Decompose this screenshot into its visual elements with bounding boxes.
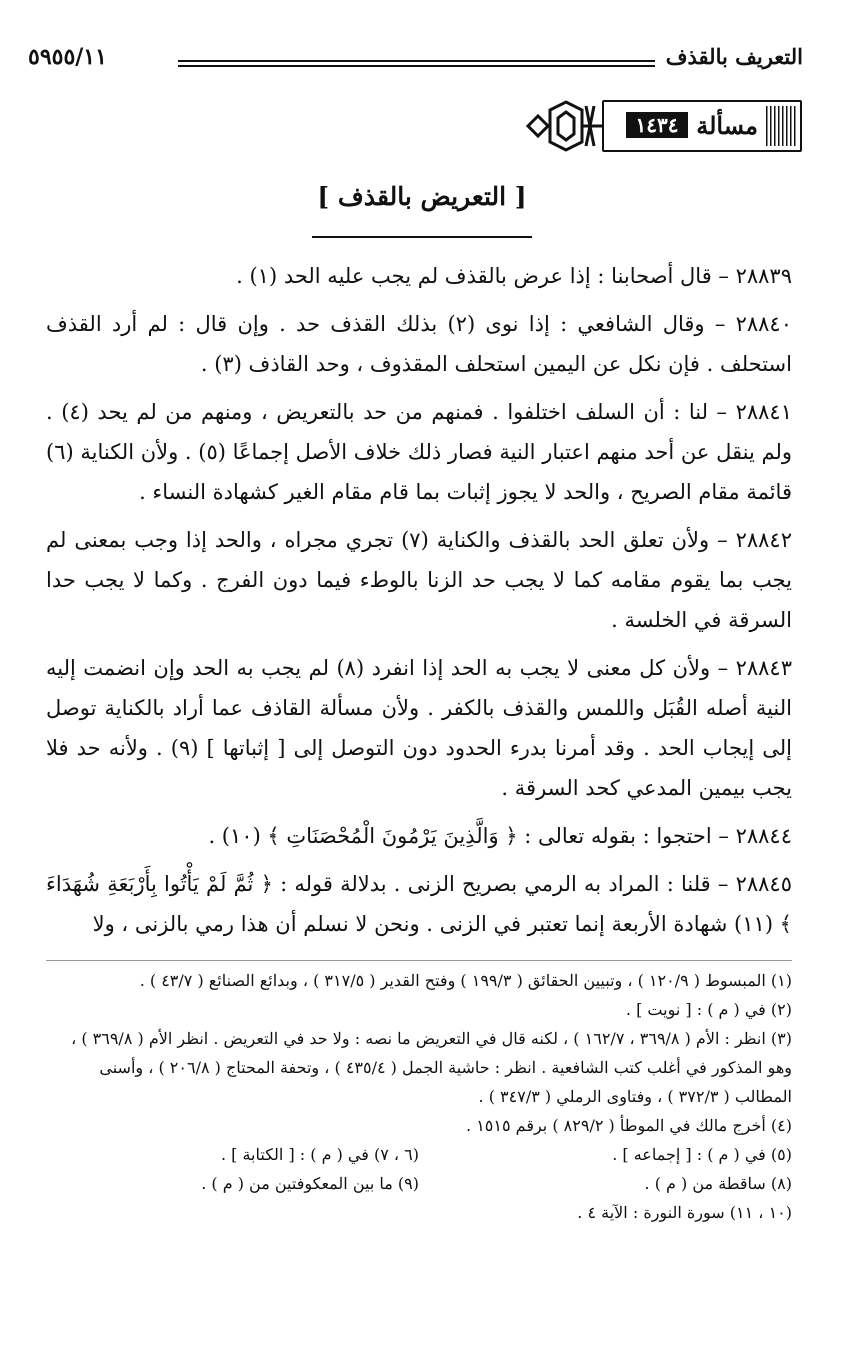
footnote: (٤) أخرج مالك في الموطأ ( ٨٢٩/٢ ) برقم ١٥١٥ . — [466, 1116, 792, 1135]
running-title: التعريف بالقذف — [665, 44, 803, 69]
striped-bars — [766, 106, 796, 146]
geometric-ornament-icon — [520, 96, 612, 156]
section-title: [ التعريض بالقذف ] — [317, 182, 527, 211]
section-title-rule — [312, 236, 532, 238]
masala-label: مسألة — [696, 111, 758, 140]
running-header — [28, 40, 803, 80]
paragraph: ٢٨٨٤١ – لنا : أن السلف اختلفوا . فمنهم من حد بالتعريض ، ومنهم من لم يحد (٤) . ولم ينقل عن أحد منهم اعتبار النية فصار ذلك خلاف الأصل إجماعًا (٥) . ولأن الكناية (٦) قائمة مقام الصريح ، والحد لا يجوز إثبات بما قام مقام الغير كشهادة النساء . — [46, 400, 792, 504]
footnote: (٦ ، ٧) في ( م ) : [ الكتابة ] . — [220, 1145, 419, 1164]
page-reference: ٥٩٥٥/١١ — [28, 44, 107, 70]
footnote-row — [46, 1169, 792, 1198]
header-double-rule — [178, 60, 655, 62]
masala-number: ١٤٣٤ — [626, 112, 688, 138]
footnote: (١٠ ، ١١) سورة النورة : الآية ٤ . — [577, 1203, 792, 1222]
footnote: (١) المبسوط ( ١٢٠/٩ ) ، وتبيين الحقائق ( ١٩٩/٣ ) وفتح القدير ( ٣١٧/٥ ) ، وبدائع الصنائع ( ٤٣/٧ ) . — [139, 971, 792, 990]
paragraph: ٢٨٨٤٥ – قلنا : المراد به الرمي بصريح الزنى . بدلالة قوله : ﴿ ثُمَّ لَمْ يَأْتُوا بِأَرْبَعَةِ شُهَدَاءَ ﴾ (١١) شهادة الأربعة إنما تعتبر في الزنى . ونحن لا نسلم أن هذا رمي بالزنى ، ولا — [46, 872, 792, 936]
paragraph: ٢٨٨٤٤ – احتجوا : بقوله تعالى : ﴿ وَالَّذِينَ يَرْمُونَ الْمُحْصَنَاتِ ﴾ (١٠) . — [208, 824, 792, 848]
footnote: (٢) في ( م ) : [ نويت ] . — [625, 1000, 792, 1019]
footnote: (٨) ساقطة من ( م ) . — [644, 1174, 792, 1193]
masala-label-box — [602, 100, 802, 152]
footnote-separator — [46, 960, 792, 961]
footnotes — [46, 966, 792, 1227]
main-text — [46, 256, 792, 952]
footnote: (٩) ما بين المعكوفتين من ( م ) . — [201, 1174, 419, 1193]
paragraph: ٢٨٨٣٩ – قال أصحابنا : إذا عرض بالقذف لم يجب عليه الحد (١) . — [236, 264, 792, 288]
masala-banner — [520, 96, 802, 156]
paragraph: ٢٨٨٤٠ – وقال الشافعي : إذا نوى (٢) بذلك القذف حد . وإن قال : لم أرد القذف استحلف . فإن نكل عن اليمين استحلف المقذوف ، وحد القاذف (٣) . — [46, 312, 792, 376]
paragraph: ٢٨٨٤٢ – ولأن تعلق الحد بالقذف والكناية (٧) تجري مجراه ، والحد إذا وجب بمعنى لم يجب بما يقوم مقامه كما لا يجب حد الزنا بالوطء فيما دون الفرج . وكما لا يجب حدا السرقة في الخلسة . — [46, 528, 792, 632]
footnote: (٥) في ( م ) : [ إجماعه ] . — [612, 1145, 792, 1164]
footnote-row — [46, 1140, 792, 1169]
paragraph: ٢٨٨٤٣ – ولأن كل معنى لا يجب به الحد إذا انفرد (٨) لم يجب به الحد وإن انضمت إليه النية أصله القُبَل واللمس والقذف بالكفر . ولأن مسألة القاذف عما أراد بالكناية توصل إلى إيجاب الحد . وقد أمرنا بدرء الحدود دون التوصل إلى [ إثباتها ] (٩) . ولأنه حد فلا يجب بيمين المدعي كحد السرقة . — [46, 656, 792, 800]
footnote: (٣) انظر : الأم ( ٣٦٩/٨ ، ١٦٢/٧ ) ، لكنه قال في التعريض ما نصه : ولا حد في التعريض . انظر الأم ( ٣٦٩/٨ ) ، وهو المذكور في أغلب كتب الشافعية . انظر : حاشية الجمل ( ٤٣٥/٤ ) ، وتحفة المحتاج ( ٢٠٦/٨ ) ، وأسنى المطالب ( ٣٧٢/٣ ) ، وفتاوى الرملي ( ٣٤٧/٣ ) . — [71, 1029, 792, 1106]
